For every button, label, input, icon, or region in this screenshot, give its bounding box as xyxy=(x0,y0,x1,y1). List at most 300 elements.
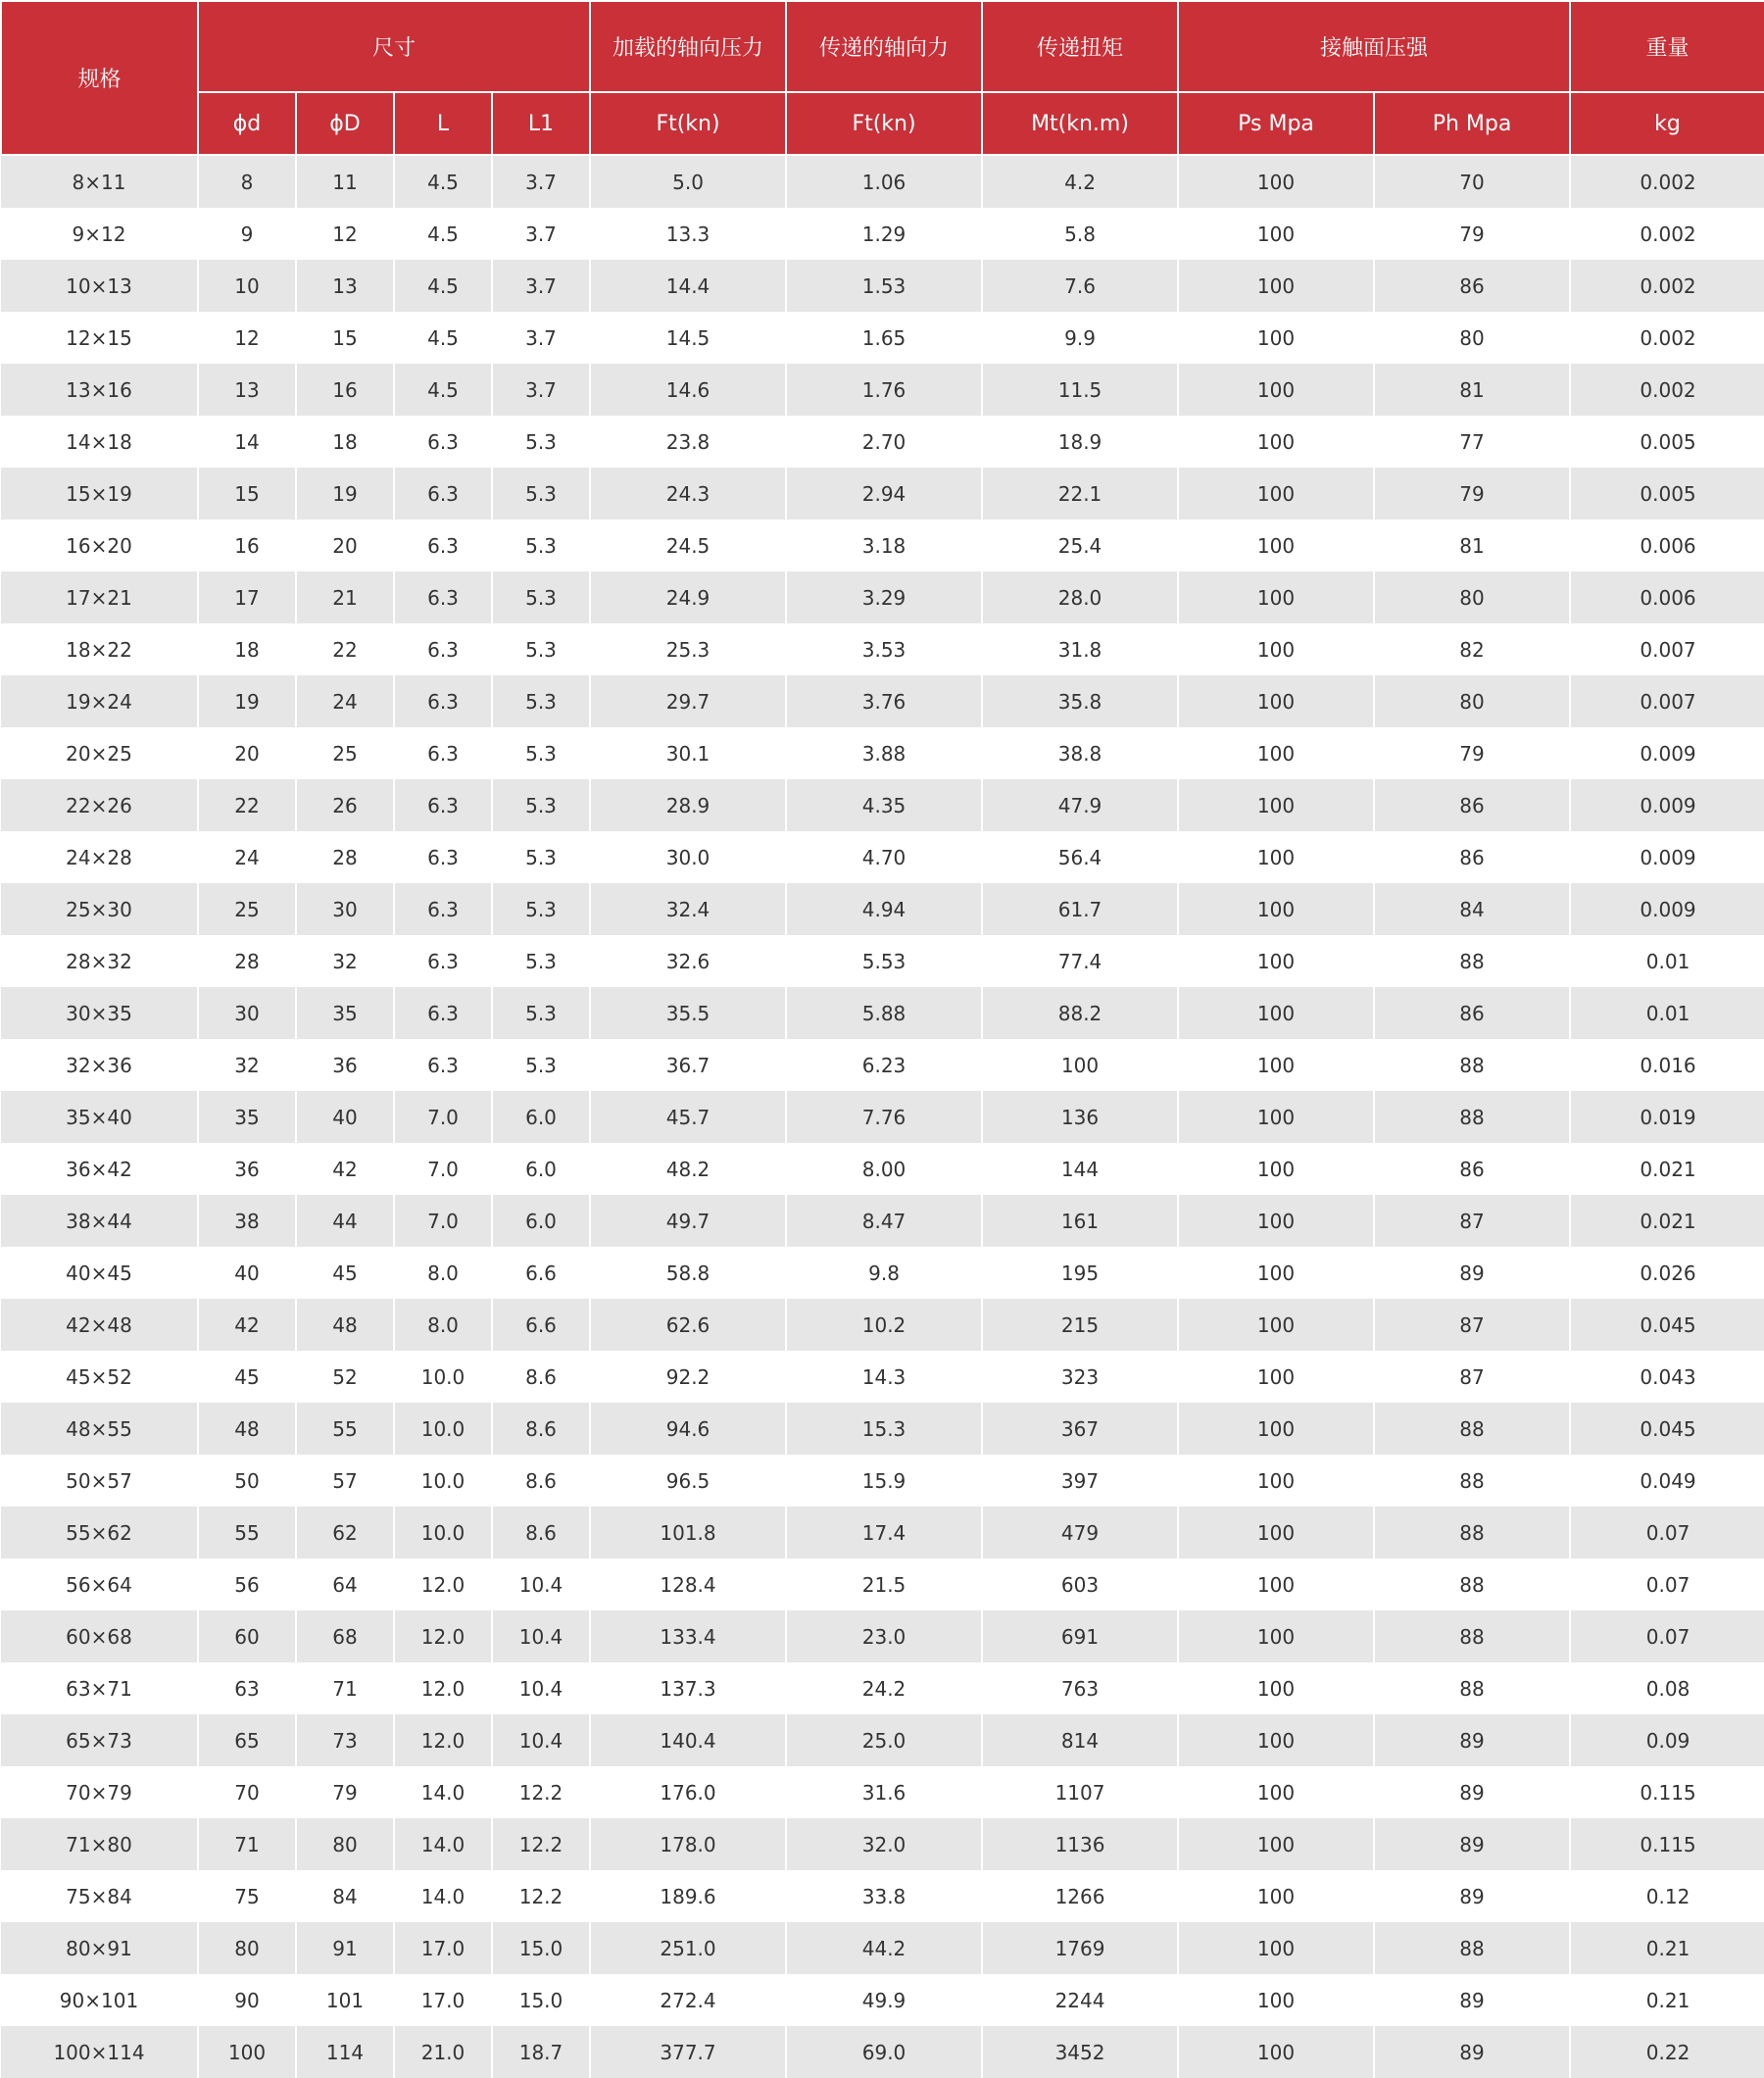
cell-phi-d: 28 xyxy=(198,935,296,987)
cell-phi-d: 30 xyxy=(198,987,296,1039)
table-row xyxy=(1,1766,1764,1818)
cell-mt: 1266 xyxy=(982,1870,1178,1922)
cell-ph: 80 xyxy=(1374,312,1570,364)
cell-ft-load: 29.7 xyxy=(590,675,786,727)
cell-mt: 323 xyxy=(982,1351,1178,1403)
cell-ps: 100 xyxy=(1178,1818,1374,1870)
cell-L1: 18.7 xyxy=(492,2026,590,2078)
cell-ps: 100 xyxy=(1178,779,1374,831)
cell-ph: 81 xyxy=(1374,364,1570,416)
cell-phi-D: 80 xyxy=(296,1818,394,1870)
cell-L: 21.0 xyxy=(394,2026,492,2078)
cell-phi-D: 28 xyxy=(296,831,394,883)
cell-ph: 70 xyxy=(1374,155,1570,208)
cell-L: 6.3 xyxy=(394,623,492,675)
cell-L: 6.3 xyxy=(394,416,492,468)
cell-kg: 0.045 xyxy=(1570,1403,1764,1455)
cell-ft-force: 10.2 xyxy=(786,1299,982,1351)
cell-ph: 88 xyxy=(1374,1610,1570,1662)
cell-ph: 79 xyxy=(1374,727,1570,779)
cell-ft-force: 44.2 xyxy=(786,1922,982,1974)
cell-kg: 0.002 xyxy=(1570,155,1764,208)
cell-phi-d: 24 xyxy=(198,831,296,883)
cell-ft-load: 272.4 xyxy=(590,1974,786,2026)
cell-L: 6.3 xyxy=(394,883,492,935)
cell-spec: 28×32 xyxy=(1,935,198,987)
cell-L: 4.5 xyxy=(394,364,492,416)
cell-mt: 144 xyxy=(982,1143,1178,1195)
cell-ft-force: 1.06 xyxy=(786,155,982,208)
cell-L1: 12.2 xyxy=(492,1766,590,1818)
cell-kg: 0.07 xyxy=(1570,1558,1764,1610)
cell-L1: 15.0 xyxy=(492,1922,590,1974)
cell-phi-d: 50 xyxy=(198,1455,296,1507)
table-row xyxy=(1,364,1764,416)
cell-spec: 45×52 xyxy=(1,1351,198,1403)
cell-phi-d: 8 xyxy=(198,155,296,208)
cell-spec: 38×44 xyxy=(1,1195,198,1247)
cell-kg: 0.08 xyxy=(1570,1662,1764,1714)
cell-ft-force: 15.9 xyxy=(786,1455,982,1507)
cell-phi-d: 75 xyxy=(198,1870,296,1922)
cell-ft-load: 137.3 xyxy=(590,1662,786,1714)
cell-ft-load: 178.0 xyxy=(590,1818,786,1870)
cell-ph: 89 xyxy=(1374,1870,1570,1922)
header-axial-load: 加载的轴向压力 xyxy=(590,1,786,92)
table-row xyxy=(1,727,1764,779)
cell-ft-load: 189.6 xyxy=(590,1870,786,1922)
cell-ph: 89 xyxy=(1374,1714,1570,1766)
cell-ph: 81 xyxy=(1374,520,1570,571)
cell-spec: 100×114 xyxy=(1,2026,198,2078)
cell-phi-d: 42 xyxy=(198,1299,296,1351)
cell-phi-D: 55 xyxy=(296,1403,394,1455)
cell-ph: 88 xyxy=(1374,1507,1570,1558)
cell-phi-d: 40 xyxy=(198,1247,296,1299)
cell-kg: 0.006 xyxy=(1570,571,1764,623)
cell-phi-d: 56 xyxy=(198,1558,296,1610)
cell-L: 10.0 xyxy=(394,1351,492,1403)
cell-phi-d: 90 xyxy=(198,1974,296,2026)
cell-mt: 77.4 xyxy=(982,935,1178,987)
cell-L: 6.3 xyxy=(394,831,492,883)
cell-ph: 77 xyxy=(1374,416,1570,468)
cell-L1: 10.4 xyxy=(492,1662,590,1714)
cell-L1: 3.7 xyxy=(492,312,590,364)
cell-phi-D: 18 xyxy=(296,416,394,468)
cell-mt: 136 xyxy=(982,1091,1178,1143)
cell-phi-d: 12 xyxy=(198,312,296,364)
cell-spec: 8×11 xyxy=(1,155,198,208)
cell-spec: 55×62 xyxy=(1,1507,198,1558)
cell-spec: 16×20 xyxy=(1,520,198,571)
cell-mt: 56.4 xyxy=(982,831,1178,883)
cell-mt: 2244 xyxy=(982,1974,1178,2026)
cell-mt: 1769 xyxy=(982,1922,1178,1974)
cell-ps: 100 xyxy=(1178,1195,1374,1247)
cell-ps: 100 xyxy=(1178,987,1374,1039)
cell-spec: 50×57 xyxy=(1,1455,198,1507)
cell-mt: 397 xyxy=(982,1455,1178,1507)
cell-ft-force: 4.35 xyxy=(786,779,982,831)
cell-kg: 0.21 xyxy=(1570,1922,1764,1974)
cell-kg: 0.005 xyxy=(1570,468,1764,520)
cell-ph: 89 xyxy=(1374,1974,1570,2026)
cell-kg: 0.002 xyxy=(1570,364,1764,416)
cell-ft-force: 25.0 xyxy=(786,1714,982,1766)
cell-phi-D: 42 xyxy=(296,1143,394,1195)
cell-ph: 86 xyxy=(1374,779,1570,831)
cell-spec: 70×79 xyxy=(1,1766,198,1818)
cell-ps: 100 xyxy=(1178,1766,1374,1818)
table-row xyxy=(1,1299,1764,1351)
cell-kg: 0.01 xyxy=(1570,987,1764,1039)
cell-phi-d: 14 xyxy=(198,416,296,468)
cell-spec: 19×24 xyxy=(1,675,198,727)
cell-ft-force: 24.2 xyxy=(786,1662,982,1714)
cell-spec: 24×28 xyxy=(1,831,198,883)
table-row xyxy=(1,623,1764,675)
cell-phi-d: 38 xyxy=(198,1195,296,1247)
cell-phi-d: 60 xyxy=(198,1610,296,1662)
table-row xyxy=(1,1662,1764,1714)
cell-ps: 100 xyxy=(1178,208,1374,260)
cell-ft-force: 3.29 xyxy=(786,571,982,623)
cell-spec: 32×36 xyxy=(1,1039,198,1091)
cell-mt: 18.9 xyxy=(982,416,1178,468)
cell-L: 12.0 xyxy=(394,1558,492,1610)
cell-phi-D: 36 xyxy=(296,1039,394,1091)
cell-ps: 100 xyxy=(1178,571,1374,623)
cell-ph: 82 xyxy=(1374,623,1570,675)
cell-L: 6.3 xyxy=(394,675,492,727)
cell-L: 7.0 xyxy=(394,1091,492,1143)
cell-L1: 15.0 xyxy=(492,1974,590,2026)
table-row xyxy=(1,1195,1764,1247)
cell-ft-load: 30.0 xyxy=(590,831,786,883)
table-row xyxy=(1,260,1764,312)
table-row xyxy=(1,416,1764,468)
cell-ps: 100 xyxy=(1178,1351,1374,1403)
cell-ft-force: 17.4 xyxy=(786,1507,982,1558)
cell-ft-load: 251.0 xyxy=(590,1922,786,1974)
cell-ft-load: 23.8 xyxy=(590,416,786,468)
cell-phi-d: 36 xyxy=(198,1143,296,1195)
table-row xyxy=(1,520,1764,571)
cell-ft-load: 24.3 xyxy=(590,468,786,520)
cell-L1: 8.6 xyxy=(492,1351,590,1403)
cell-phi-D: 21 xyxy=(296,571,394,623)
subheader-phi-D: ϕD xyxy=(296,92,394,155)
cell-spec: 13×16 xyxy=(1,364,198,416)
cell-ps: 100 xyxy=(1178,1974,1374,2026)
table-row xyxy=(1,779,1764,831)
cell-L1: 6.6 xyxy=(492,1299,590,1351)
cell-mt: 763 xyxy=(982,1662,1178,1714)
cell-ft-load: 30.1 xyxy=(590,727,786,779)
cell-L: 6.3 xyxy=(394,1039,492,1091)
cell-L: 7.0 xyxy=(394,1143,492,1195)
cell-kg: 0.22 xyxy=(1570,2026,1764,2078)
header-contact-pressure: 接触面压强 xyxy=(1178,1,1570,92)
cell-ft-load: 28.9 xyxy=(590,779,786,831)
cell-kg: 0.002 xyxy=(1570,312,1764,364)
cell-ft-load: 49.7 xyxy=(590,1195,786,1247)
cell-mt: 31.8 xyxy=(982,623,1178,675)
table-row xyxy=(1,831,1764,883)
header-torque: 传递扭矩 xyxy=(982,1,1178,92)
cell-mt: 5.8 xyxy=(982,208,1178,260)
cell-ft-force: 7.76 xyxy=(786,1091,982,1143)
cell-L1: 5.3 xyxy=(492,1039,590,1091)
cell-ps: 100 xyxy=(1178,831,1374,883)
cell-phi-D: 79 xyxy=(296,1766,394,1818)
cell-phi-D: 48 xyxy=(296,1299,394,1351)
table-row xyxy=(1,675,1764,727)
cell-L1: 8.6 xyxy=(492,1507,590,1558)
table-row xyxy=(1,571,1764,623)
cell-ft-load: 14.6 xyxy=(590,364,786,416)
cell-ph: 89 xyxy=(1374,2026,1570,2078)
cell-L1: 5.3 xyxy=(492,779,590,831)
cell-phi-D: 25 xyxy=(296,727,394,779)
table-row xyxy=(1,1818,1764,1870)
cell-mt: 61.7 xyxy=(982,883,1178,935)
cell-ft-force: 3.53 xyxy=(786,623,982,675)
cell-L: 6.3 xyxy=(394,779,492,831)
cell-spec: 75×84 xyxy=(1,1870,198,1922)
cell-ps: 100 xyxy=(1178,1610,1374,1662)
cell-phi-D: 24 xyxy=(296,675,394,727)
cell-L: 4.5 xyxy=(394,155,492,208)
cell-ps: 100 xyxy=(1178,1299,1374,1351)
cell-kg: 0.021 xyxy=(1570,1195,1764,1247)
cell-L1: 8.6 xyxy=(492,1403,590,1455)
cell-phi-D: 19 xyxy=(296,468,394,520)
cell-phi-D: 52 xyxy=(296,1351,394,1403)
cell-spec: 17×21 xyxy=(1,571,198,623)
cell-ft-load: 128.4 xyxy=(590,1558,786,1610)
cell-ft-force: 1.65 xyxy=(786,312,982,364)
cell-ps: 100 xyxy=(1178,2026,1374,2078)
cell-ps: 100 xyxy=(1178,675,1374,727)
cell-ft-force: 21.5 xyxy=(786,1558,982,1610)
cell-ps: 100 xyxy=(1178,1870,1374,1922)
cell-ft-force: 3.76 xyxy=(786,675,982,727)
cell-kg: 0.009 xyxy=(1570,831,1764,883)
cell-L1: 10.4 xyxy=(492,1714,590,1766)
cell-mt: 215 xyxy=(982,1299,1178,1351)
cell-phi-d: 45 xyxy=(198,1351,296,1403)
cell-kg: 0.045 xyxy=(1570,1299,1764,1351)
cell-phi-D: 35 xyxy=(296,987,394,1039)
cell-mt: 3452 xyxy=(982,2026,1178,2078)
cell-kg: 0.016 xyxy=(1570,1039,1764,1091)
cell-phi-d: 13 xyxy=(198,364,296,416)
cell-ft-load: 101.8 xyxy=(590,1507,786,1558)
cell-L1: 3.7 xyxy=(492,155,590,208)
cell-ps: 100 xyxy=(1178,1662,1374,1714)
cell-L1: 6.6 xyxy=(492,1247,590,1299)
cell-ft-force: 4.94 xyxy=(786,883,982,935)
cell-L: 4.5 xyxy=(394,312,492,364)
cell-phi-d: 9 xyxy=(198,208,296,260)
cell-kg: 0.12 xyxy=(1570,1870,1764,1922)
table-row xyxy=(1,935,1764,987)
table-row xyxy=(1,1403,1764,1455)
header-weight: 重量 xyxy=(1570,1,1764,92)
cell-L1: 5.3 xyxy=(492,468,590,520)
cell-L: 12.0 xyxy=(394,1714,492,1766)
cell-kg: 0.002 xyxy=(1570,208,1764,260)
cell-kg: 0.009 xyxy=(1570,883,1764,935)
cell-kg: 0.07 xyxy=(1570,1610,1764,1662)
cell-ps: 100 xyxy=(1178,1558,1374,1610)
cell-ph: 88 xyxy=(1374,1922,1570,1974)
cell-kg: 0.021 xyxy=(1570,1143,1764,1195)
cell-spec: 56×64 xyxy=(1,1558,198,1610)
cell-mt: 7.6 xyxy=(982,260,1178,312)
cell-phi-d: 71 xyxy=(198,1818,296,1870)
cell-ft-load: 32.6 xyxy=(590,935,786,987)
cell-ps: 100 xyxy=(1178,1091,1374,1143)
cell-phi-D: 57 xyxy=(296,1455,394,1507)
cell-spec: 71×80 xyxy=(1,1818,198,1870)
cell-kg: 0.049 xyxy=(1570,1455,1764,1507)
cell-kg: 0.002 xyxy=(1570,260,1764,312)
table-row xyxy=(1,1039,1764,1091)
cell-spec: 42×48 xyxy=(1,1299,198,1351)
cell-ft-load: 24.5 xyxy=(590,520,786,571)
cell-phi-d: 18 xyxy=(198,623,296,675)
cell-L: 12.0 xyxy=(394,1610,492,1662)
cell-mt: 47.9 xyxy=(982,779,1178,831)
cell-kg: 0.043 xyxy=(1570,1351,1764,1403)
cell-ft-force: 33.8 xyxy=(786,1870,982,1922)
cell-mt: 814 xyxy=(982,1714,1178,1766)
cell-ft-force: 15.3 xyxy=(786,1403,982,1455)
cell-kg: 0.006 xyxy=(1570,520,1764,571)
cell-L1: 5.3 xyxy=(492,831,590,883)
cell-ph: 79 xyxy=(1374,468,1570,520)
cell-L: 10.0 xyxy=(394,1403,492,1455)
cell-phi-D: 114 xyxy=(296,2026,394,2078)
cell-mt: 9.9 xyxy=(982,312,1178,364)
cell-ft-force: 32.0 xyxy=(786,1818,982,1870)
cell-phi-D: 12 xyxy=(296,208,394,260)
cell-ft-load: 92.2 xyxy=(590,1351,786,1403)
cell-L: 14.0 xyxy=(394,1766,492,1818)
cell-ph: 88 xyxy=(1374,1091,1570,1143)
cell-ph: 89 xyxy=(1374,1818,1570,1870)
cell-ft-force: 2.70 xyxy=(786,416,982,468)
cell-ft-load: 14.5 xyxy=(590,312,786,364)
cell-ft-force: 2.94 xyxy=(786,468,982,520)
table-row xyxy=(1,2026,1764,2078)
cell-phi-d: 100 xyxy=(198,2026,296,2078)
cell-ph: 84 xyxy=(1374,883,1570,935)
cell-kg: 0.005 xyxy=(1570,416,1764,468)
cell-ft-load: 62.6 xyxy=(590,1299,786,1351)
cell-phi-D: 22 xyxy=(296,623,394,675)
cell-spec: 40×45 xyxy=(1,1247,198,1299)
table-row xyxy=(1,1558,1764,1610)
cell-L: 8.0 xyxy=(394,1299,492,1351)
cell-ps: 100 xyxy=(1178,364,1374,416)
cell-L1: 3.7 xyxy=(492,260,590,312)
cell-phi-D: 44 xyxy=(296,1195,394,1247)
cell-ft-load: 13.3 xyxy=(590,208,786,260)
cell-kg: 0.026 xyxy=(1570,1247,1764,1299)
cell-L1: 5.3 xyxy=(492,883,590,935)
cell-ps: 100 xyxy=(1178,623,1374,675)
cell-L: 4.5 xyxy=(394,208,492,260)
cell-ft-force: 31.6 xyxy=(786,1766,982,1818)
cell-phi-D: 40 xyxy=(296,1091,394,1143)
cell-phi-D: 45 xyxy=(296,1247,394,1299)
table-body xyxy=(1,155,1764,2078)
cell-L1: 3.7 xyxy=(492,208,590,260)
cell-L: 6.3 xyxy=(394,571,492,623)
cell-mt: 691 xyxy=(982,1610,1178,1662)
cell-phi-d: 55 xyxy=(198,1507,296,1558)
header-size: 尺寸 xyxy=(198,1,590,92)
cell-ph: 86 xyxy=(1374,831,1570,883)
cell-ph: 80 xyxy=(1374,571,1570,623)
cell-phi-D: 73 xyxy=(296,1714,394,1766)
cell-ft-load: 133.4 xyxy=(590,1610,786,1662)
cell-L: 6.3 xyxy=(394,987,492,1039)
cell-phi-d: 16 xyxy=(198,520,296,571)
cell-L1: 6.0 xyxy=(492,1091,590,1143)
table-header xyxy=(1,1,1764,155)
cell-phi-D: 16 xyxy=(296,364,394,416)
cell-spec: 48×55 xyxy=(1,1403,198,1455)
cell-mt: 38.8 xyxy=(982,727,1178,779)
cell-phi-d: 35 xyxy=(198,1091,296,1143)
cell-L: 7.0 xyxy=(394,1195,492,1247)
cell-phi-D: 32 xyxy=(296,935,394,987)
cell-L: 10.0 xyxy=(394,1507,492,1558)
cell-ft-force: 5.53 xyxy=(786,935,982,987)
cell-ft-load: 176.0 xyxy=(590,1766,786,1818)
cell-ft-load: 94.6 xyxy=(590,1403,786,1455)
cell-L: 4.5 xyxy=(394,260,492,312)
cell-mt: 100 xyxy=(982,1039,1178,1091)
table-row xyxy=(1,1351,1764,1403)
table-row xyxy=(1,883,1764,935)
cell-L1: 5.3 xyxy=(492,675,590,727)
cell-phi-d: 70 xyxy=(198,1766,296,1818)
table-row xyxy=(1,1922,1764,1974)
cell-phi-D: 15 xyxy=(296,312,394,364)
cell-L1: 5.3 xyxy=(492,571,590,623)
cell-phi-d: 15 xyxy=(198,468,296,520)
cell-spec: 12×15 xyxy=(1,312,198,364)
cell-ps: 100 xyxy=(1178,1039,1374,1091)
cell-L: 8.0 xyxy=(394,1247,492,1299)
cell-ft-load: 96.5 xyxy=(590,1455,786,1507)
cell-phi-D: 101 xyxy=(296,1974,394,2026)
cell-ps: 100 xyxy=(1178,520,1374,571)
cell-L1: 12.2 xyxy=(492,1818,590,1870)
cell-L: 14.0 xyxy=(394,1870,492,1922)
cell-ph: 80 xyxy=(1374,675,1570,727)
subheader-ft-force: Ft(kn) xyxy=(786,92,982,155)
cell-L1: 8.6 xyxy=(492,1455,590,1507)
cell-ps: 100 xyxy=(1178,883,1374,935)
subheader-ps: Ps Mpa xyxy=(1178,92,1374,155)
